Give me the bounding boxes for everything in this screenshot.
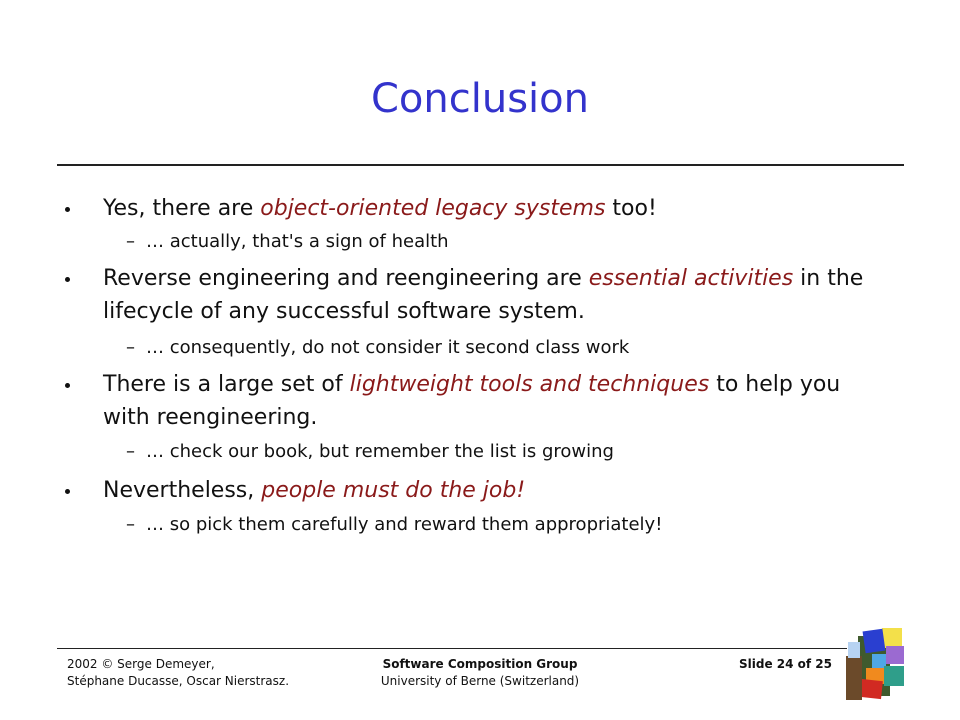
bullet-3-text: There is a large set of	[103, 372, 350, 397]
footer-group-name: Software Composition Group	[382, 657, 578, 671]
bullet-2	[103, 262, 893, 328]
bullet-3	[103, 368, 893, 434]
sub-bullet-3	[126, 439, 906, 465]
stacked-blocks-logo-icon	[838, 622, 910, 712]
bullet-1	[103, 192, 893, 225]
sub-bullet-4	[126, 512, 906, 538]
footer-divider	[57, 648, 847, 649]
sub-bullet-2	[126, 335, 906, 361]
footer-university: University of Berne (Switzerland)	[380, 674, 580, 688]
sub-bullet-4-text: … so pick them carefully and reward them appropriately!	[146, 514, 663, 535]
dash-marker: –	[126, 514, 135, 535]
bullet-3-emphasis: lightweight tools and techniques	[349, 372, 710, 397]
bullet-4-emphasis: people must do the job!	[261, 478, 526, 503]
footer-organization	[360, 656, 600, 690]
bullet-2-emphasis: essential activities	[588, 266, 794, 291]
slide-title: Conclusion	[371, 76, 589, 122]
bullet-1-emphasis: object-oriented legacy systems	[260, 196, 606, 221]
bullet-4	[103, 474, 893, 507]
dash-marker: –	[126, 337, 135, 358]
bullet-3-text-end: to help you with reengineering.	[103, 372, 841, 430]
bullet-1-text-end: too!	[605, 196, 657, 221]
title-divider	[57, 164, 904, 166]
footer-copyright-line2: Stéphane Ducasse, Oscar Nierstrasz.	[67, 674, 290, 688]
bullet-dot-icon	[65, 489, 70, 494]
sub-bullet-3-text: … check our book, but remember the list is growing	[146, 441, 614, 462]
bullet-2-text-end: in the lifecycle of any successful software system.	[103, 266, 864, 324]
bullet-4-text: Nevertheless,	[103, 478, 262, 503]
dash-marker: –	[126, 441, 135, 462]
bullet-dot-icon	[65, 383, 70, 388]
slide-number: Slide 24 of 25	[739, 657, 832, 671]
footer-copyright-line1: 2002 © Serge Demeyer,	[67, 657, 215, 671]
sub-bullet-1-text: … actually, that's a sign of health	[146, 231, 449, 252]
sub-bullet-1	[126, 229, 906, 255]
bullet-2-text: Reverse engineering and reengineering are	[103, 266, 589, 291]
sub-bullet-2-text: … consequently, do not consider it second class work	[146, 337, 630, 358]
bullet-1-text: Yes, there are	[103, 196, 261, 221]
bullet-dot-icon	[65, 277, 70, 282]
footer-copyright	[67, 656, 327, 690]
dash-marker: –	[126, 231, 135, 252]
bullet-dot-icon	[65, 207, 70, 212]
